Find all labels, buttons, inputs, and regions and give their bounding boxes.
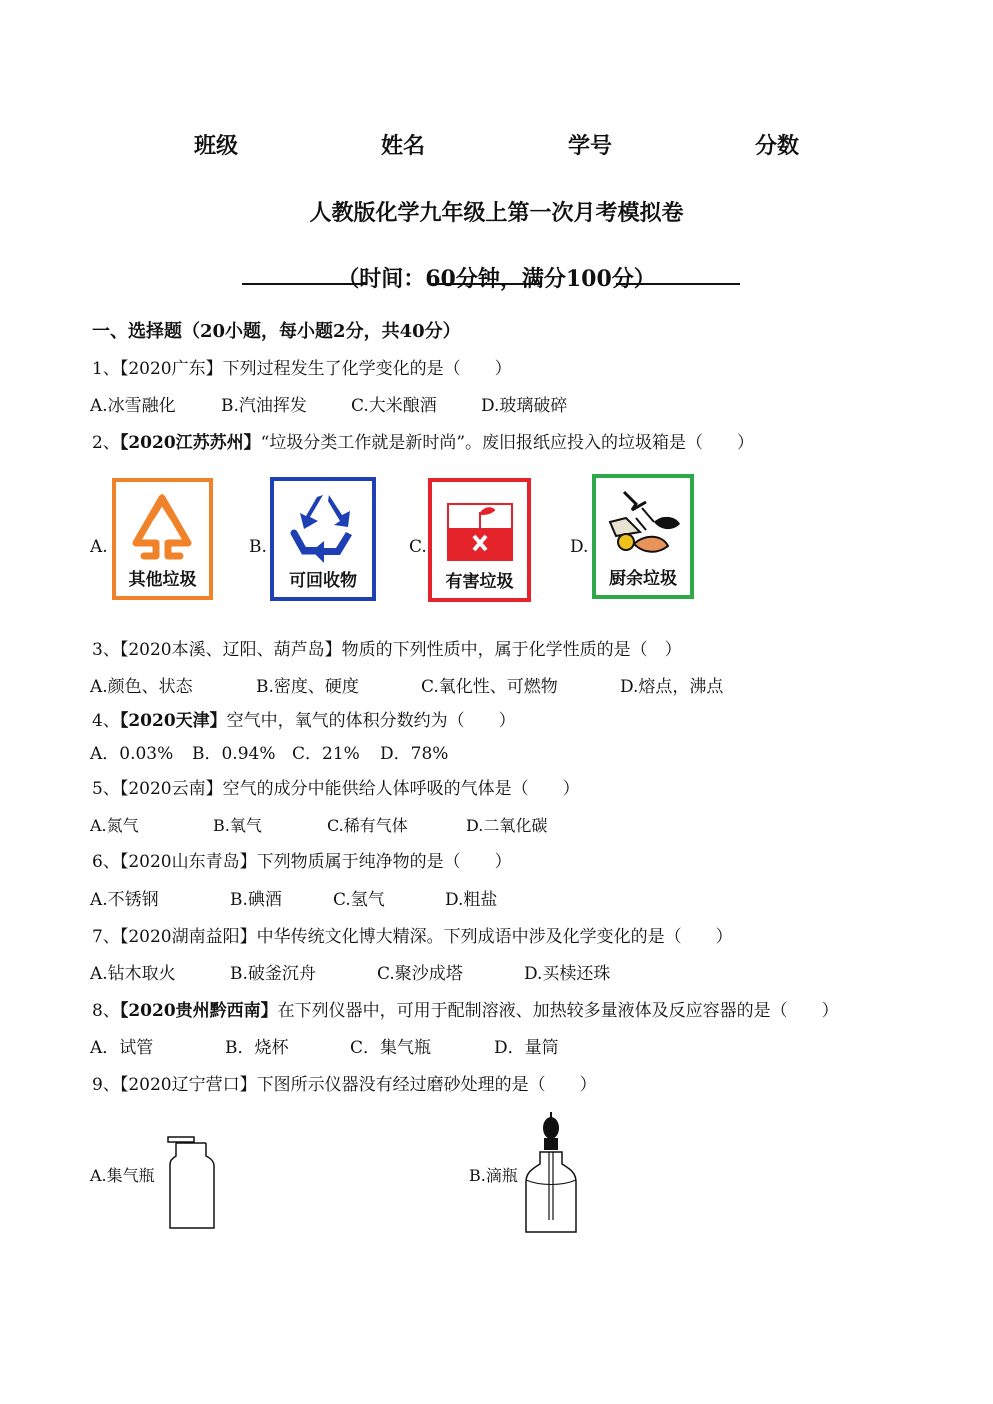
option-8c: C．集气瓶 — [350, 1038, 432, 1058]
option-4c: C．21% — [292, 744, 360, 764]
question-4 — [92, 709, 516, 733]
question-5 — [92, 777, 580, 801]
student-id-label: 学号 — [568, 133, 613, 159]
option-6b: B.碘酒 — [230, 890, 282, 910]
option-2a: A. — [90, 537, 108, 557]
dropper-bottle-icon — [520, 1108, 582, 1238]
question-number: 2、 — [92, 433, 120, 453]
option-2d: D. — [570, 537, 589, 557]
option-5b: B.氧气 — [213, 816, 262, 835]
option-7b: B.破釜沉舟 — [230, 964, 316, 984]
question-source: 【2020云南】 — [119, 779, 223, 799]
question-text: 下列过程发生了化学变化的是（ ） — [222, 359, 512, 379]
option-4d: D．78% — [380, 744, 449, 764]
option-3d: D.熔点，沸点 — [620, 677, 724, 697]
bin-label: 有害垃圾 — [445, 572, 514, 592]
option-5a: A.氮气 — [90, 816, 139, 835]
option-1b: B.汽油挥发 — [221, 396, 307, 416]
bin-label: 厨余垃圾 — [609, 569, 677, 589]
question-6 — [92, 850, 512, 874]
option-8d: D．量筒 — [494, 1038, 559, 1058]
question-text: 下列物质属于纯净物的是（ ） — [256, 852, 512, 872]
option-5c: C.稀有气体 — [327, 816, 408, 835]
question-source: 【2020山东青岛】 — [119, 852, 257, 872]
question-source: 【2020辽宁营口】 — [119, 1075, 257, 1095]
hazardous-icon — [432, 482, 527, 566]
question-source: 【2020本溪、辽阳、葫芦岛】 — [119, 640, 342, 660]
question-number: 6、 — [92, 852, 120, 872]
question-3 — [92, 638, 682, 662]
gas-collecting-bottle-icon — [160, 1132, 222, 1232]
option-8a: A．试管 — [90, 1038, 154, 1058]
question-text: 中华传统文化博大精深。下列成语中涉及化学变化的是（ ） — [256, 927, 733, 947]
name-label: 姓名 — [381, 133, 426, 159]
bin-hazardous — [428, 478, 531, 602]
question-text: “垃圾分类工作就是新时尚”。废旧报纸应投入的垃圾箱是（ ） — [260, 433, 755, 453]
class-label: 班级 — [194, 133, 239, 159]
question-text: 下图所示仪器没有经过磨砂处理的是（ ） — [256, 1075, 597, 1095]
question-text: 在下列仪器中，可用于配制溶液、加热较多量液体及反应容器的是（ ） — [277, 1001, 839, 1021]
question-text: 空气的成分中能供给人体呼吸的气体是（ ） — [222, 779, 580, 799]
question-number: 9、 — [92, 1075, 120, 1095]
option-3c: C.氧化性、可燃物 — [421, 677, 558, 697]
option-6c: C.氢气 — [333, 890, 385, 910]
question-source: 【2020湖南益阳】 — [119, 927, 257, 947]
option-7a: A.钻木取火 — [90, 964, 176, 984]
exam-subtitle: （时间：60分钟，满分100分） — [337, 266, 656, 292]
option-3a: A.颜色、状态 — [90, 677, 193, 697]
option-8b: B．烧杯 — [225, 1038, 289, 1058]
option-7c: C.聚沙成塔 — [377, 964, 463, 984]
option-1a: A.冰雪融化 — [90, 396, 176, 416]
question-8 — [92, 999, 839, 1023]
option-9a: A.集气瓶 — [90, 1166, 155, 1185]
question-9 — [92, 1073, 597, 1097]
question-source: 【2020广东】 — [119, 359, 223, 379]
option-1c: C.大米酿酒 — [351, 396, 437, 416]
question-number: 5、 — [92, 779, 120, 799]
bin-label: 可回收物 — [289, 571, 357, 591]
question-number: 8、 — [92, 1001, 120, 1021]
option-2c: C. — [409, 537, 427, 557]
option-7d: D.买椟还珠 — [524, 964, 611, 984]
option-6d: D.粗盐 — [445, 890, 498, 910]
bin-other-waste — [112, 478, 213, 600]
question-number: 7、 — [92, 927, 120, 947]
question-source: 【2020江苏苏州】 — [119, 433, 261, 453]
other-waste-icon — [116, 488, 209, 568]
recycle-icon — [274, 485, 372, 569]
bin-kitchen-waste — [592, 474, 694, 599]
student-info-row — [0, 128, 993, 164]
exam-title: 人教版化学九年级上第一次月考模拟卷 — [309, 200, 684, 226]
question-1 — [92, 357, 512, 381]
question-7 — [92, 925, 733, 949]
option-6a: A.不锈钢 — [90, 890, 159, 910]
kitchen-waste-icon — [596, 478, 690, 566]
section-heading: 一、选择题（20小题，每小题2分，共40分） — [92, 321, 461, 342]
option-3b: B.密度、硬度 — [256, 677, 359, 697]
bin-recyclable — [270, 477, 376, 601]
question-text: 物质的下列性质中，属于化学性质的是（ ） — [341, 640, 682, 660]
option-4b: B．0.94% — [192, 744, 276, 764]
question-source: 【2020天津】 — [119, 711, 227, 731]
question-2 — [92, 431, 754, 455]
option-9b: B.滴瓶 — [469, 1166, 518, 1185]
option-5d: D.二氧化碳 — [466, 816, 548, 835]
question-number: 1、 — [92, 359, 120, 379]
question-text: 空气中，氧气的体积分数约为（ ） — [226, 711, 516, 731]
option-4a: A．0.03% — [90, 744, 174, 764]
question-source: 【2020贵州黔西南】 — [119, 1001, 278, 1021]
bin-label: 其他垃圾 — [128, 570, 197, 590]
option-1d: D.玻璃破碎 — [481, 396, 568, 416]
question-number: 4、 — [92, 711, 120, 731]
score-label: 分数 — [755, 133, 800, 159]
question-number: 3、 — [92, 640, 120, 660]
option-2b: B. — [249, 537, 267, 557]
